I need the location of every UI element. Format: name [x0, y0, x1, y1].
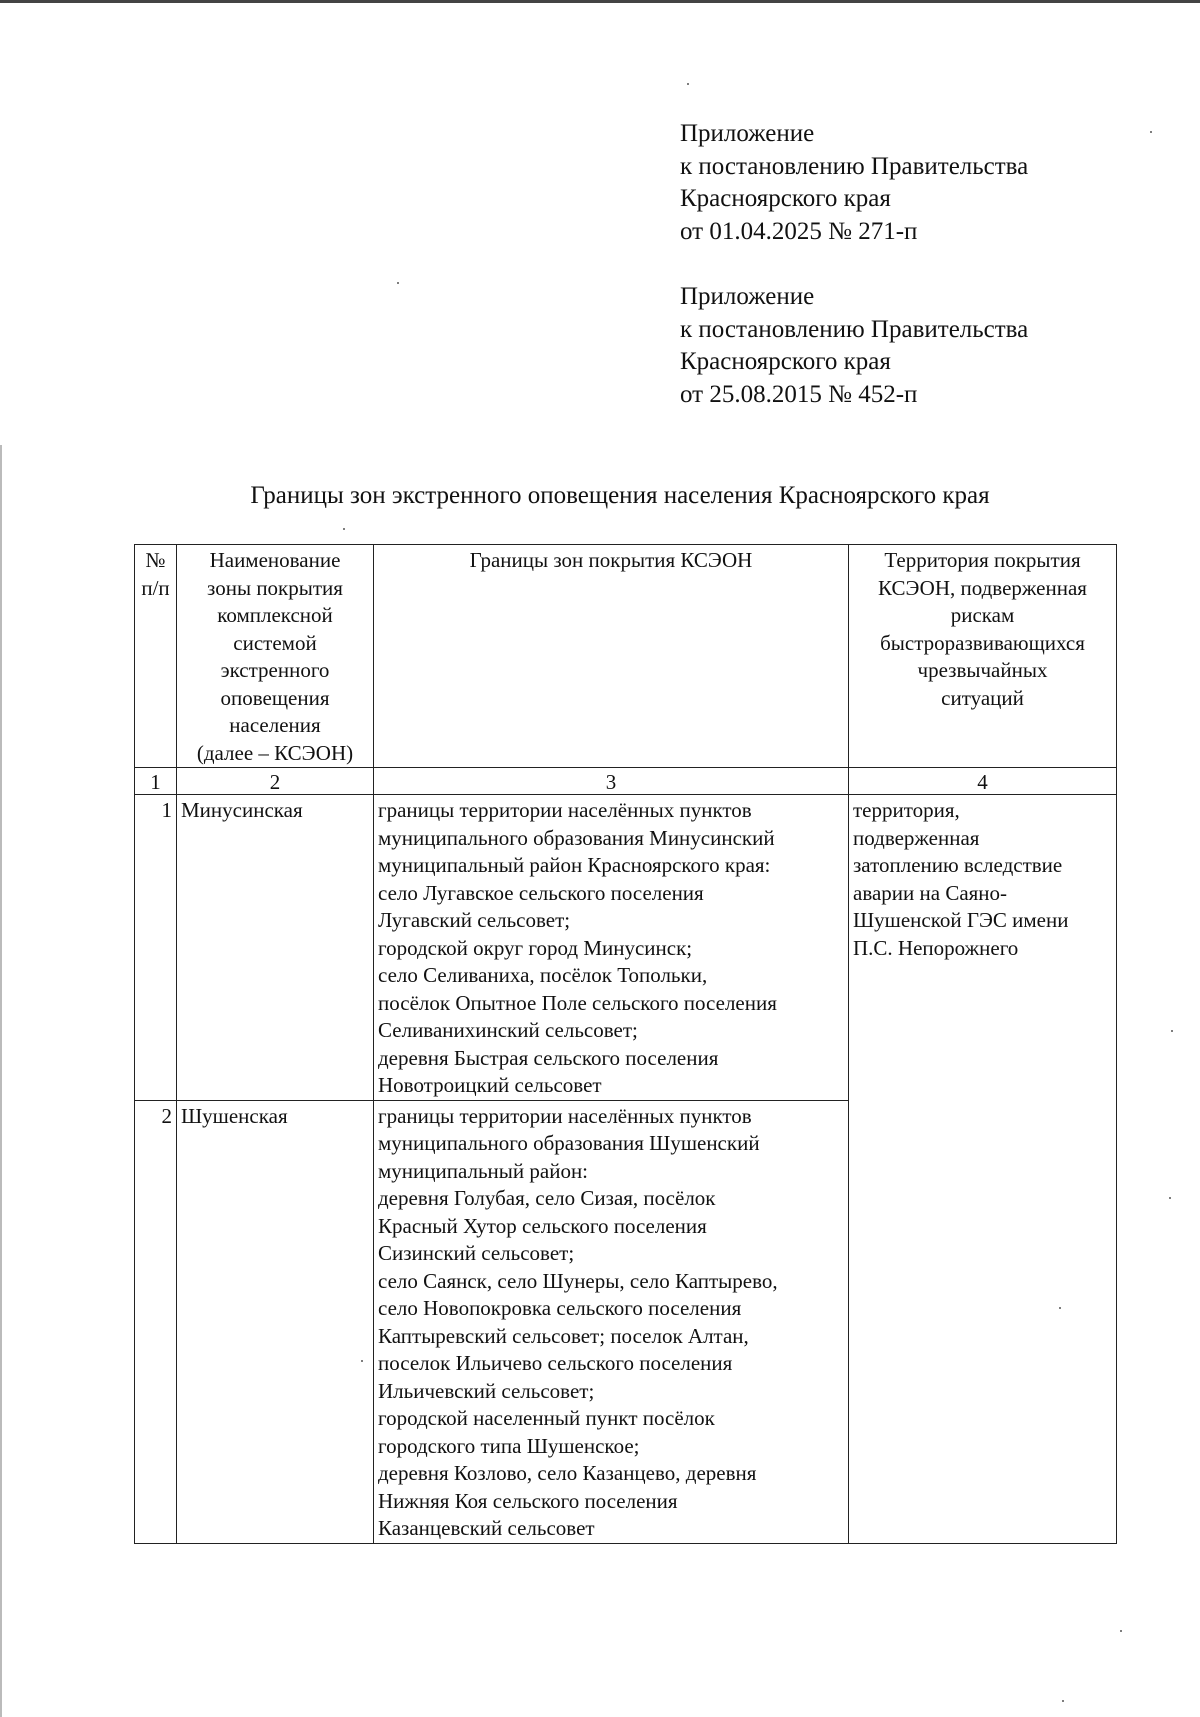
- scan-speck: [361, 1360, 363, 1362]
- appendix-line: Красноярского края: [680, 185, 891, 212]
- header-line: №: [145, 548, 166, 572]
- boundary-line: деревня Быстрая сельского поселения: [378, 1045, 719, 1070]
- table-header-row: [135, 545, 1117, 768]
- header-line: п/п: [141, 575, 170, 600]
- boundary-line: Сизинский сельсовет;: [378, 1241, 575, 1265]
- boundary-line: село Лугавское сельского поселения: [378, 880, 704, 905]
- scan-speck: [1062, 1700, 1064, 1702]
- boundary-line: деревня Голубая, село Сизая, посёлок: [378, 1186, 716, 1210]
- boundary-line: границы территории населённых пунктов: [378, 1103, 752, 1128]
- column-index: 3: [374, 768, 849, 795]
- boundary-line: село Селиваниха, посёлок Топольки,: [378, 963, 708, 987]
- boundary-line: посёлок Опытное Поле сельского поселения: [378, 990, 777, 1015]
- boundary-line: Селиванихинский сельсовет;: [378, 1018, 638, 1042]
- document-title: Границы зон экстренного оповещения населения Красноярского края: [250, 482, 990, 509]
- scan-speck: [1171, 1030, 1173, 1032]
- boundary-line: границы территории населённых пунктов: [378, 798, 752, 822]
- risk-line: Шушенской ГЭС имени: [853, 908, 1069, 932]
- zone-boundaries: [374, 795, 849, 1101]
- boundary-line: городского типа Шушенское;: [378, 1433, 640, 1458]
- risk-line: территория,: [853, 798, 960, 822]
- header-line: комплексной: [217, 603, 333, 627]
- risk-line: подверженная: [853, 825, 980, 850]
- table-row: [135, 795, 1117, 1101]
- scan-left-edge: [0, 445, 2, 1717]
- appendix-header-original: [680, 281, 1150, 411]
- boundary-line: Каптыревский сельсовет; поселок Алтан,: [378, 1323, 749, 1348]
- scan-speck: [1059, 1307, 1061, 1309]
- header-line: (далее – КСЭОН): [196, 740, 354, 765]
- header-number: [135, 545, 177, 768]
- risk-territory: [849, 795, 1117, 1544]
- appendix-line: Приложение: [680, 120, 815, 147]
- scan-top-edge: [0, 0, 1200, 3]
- boundary-line: муниципального образования Шушенский: [378, 1131, 760, 1155]
- header-line: зоны покрытия: [207, 575, 343, 600]
- header-line: быстроразвивающихся: [880, 630, 1085, 655]
- boundary-line: деревня Козлово, село Казанцево, деревня: [378, 1461, 757, 1485]
- header-line: Наименование: [209, 548, 341, 572]
- column-index: 2: [177, 768, 374, 795]
- appendix-line: к постановлению Правительства: [680, 152, 1029, 180]
- boundary-line: муниципальный район:: [378, 1158, 589, 1183]
- scan-speck: [1120, 1630, 1122, 1632]
- scan-speck: [1150, 131, 1152, 133]
- risk-line: П.С. Непорожнего: [853, 935, 1019, 960]
- header-risk-territory: [849, 545, 1117, 768]
- risk-line: аварии на Саяно-: [853, 880, 1008, 905]
- header-line: рискам: [950, 603, 1015, 627]
- header-line: населения: [229, 713, 321, 737]
- column-index-row: [135, 768, 1117, 795]
- boundary-line: село Саянск, село Шунеры, село Каптырево,: [378, 1268, 778, 1293]
- boundary-line: Красный Хутор сельского поселения: [378, 1213, 707, 1238]
- header-line: ситуаций: [941, 685, 1024, 710]
- appendix-line: Приложение: [680, 283, 815, 310]
- boundary-line: муниципальный район Красноярского края:: [378, 853, 771, 877]
- boundary-line: Ильичевский сельсовет;: [378, 1378, 595, 1403]
- appendix-line: Красноярского края: [680, 348, 891, 375]
- header-line: чрезвычайных: [917, 658, 1048, 682]
- header-boundaries: [374, 545, 849, 768]
- scan-speck: [397, 282, 399, 284]
- appendix-line: от 25.08.2015 № 452-п: [680, 380, 918, 408]
- header-line: оповещения: [220, 685, 330, 710]
- column-index: 4: [849, 768, 1117, 795]
- boundary-line: Новотроицкий сельсовет: [378, 1073, 602, 1097]
- header-line: системой: [233, 630, 317, 655]
- header-line: Территория покрытия: [884, 548, 1081, 572]
- row-number: 2: [135, 1100, 177, 1543]
- boundary-line: Лугавский сельсовет;: [378, 908, 571, 932]
- boundary-line: поселок Ильичево сельского поселения: [378, 1351, 733, 1375]
- zone-boundaries: [374, 1100, 849, 1543]
- header-line: экстренного: [220, 658, 330, 682]
- header-zone-name: [177, 545, 374, 768]
- column-index: 1: [135, 768, 177, 795]
- boundary-line: село Новопокровка сельского поселения: [378, 1296, 742, 1320]
- zone-name: Шушенская: [177, 1100, 374, 1543]
- boundary-line: муниципального образования Минусинский: [378, 825, 775, 850]
- boundary-line: городской округ город Минусинск;: [378, 935, 693, 960]
- zones-table: [134, 544, 1117, 1544]
- header-line: Границы зон покрытия КСЭОН: [469, 548, 753, 572]
- appendix-line: от 01.04.2025 № 271-п: [680, 217, 918, 245]
- scan-speck: [1169, 1197, 1171, 1199]
- boundary-line: Казанцевский сельсовет: [378, 1516, 595, 1540]
- scan-speck: [343, 528, 345, 530]
- scan-speck: [687, 83, 689, 85]
- boundary-line: Нижняя Коя сельского поселения: [378, 1488, 678, 1513]
- boundary-line: городской населенный пункт посёлок: [378, 1406, 715, 1430]
- row-number: 1: [135, 795, 177, 1101]
- zone-name: Минусинская: [177, 795, 374, 1101]
- appendix-line: к постановлению Правительства: [680, 315, 1029, 343]
- appendix-header-current: [680, 118, 1150, 248]
- risk-line: затоплению вследствие: [853, 853, 1063, 877]
- header-line: КСЭОН, подверженная: [878, 575, 1087, 600]
